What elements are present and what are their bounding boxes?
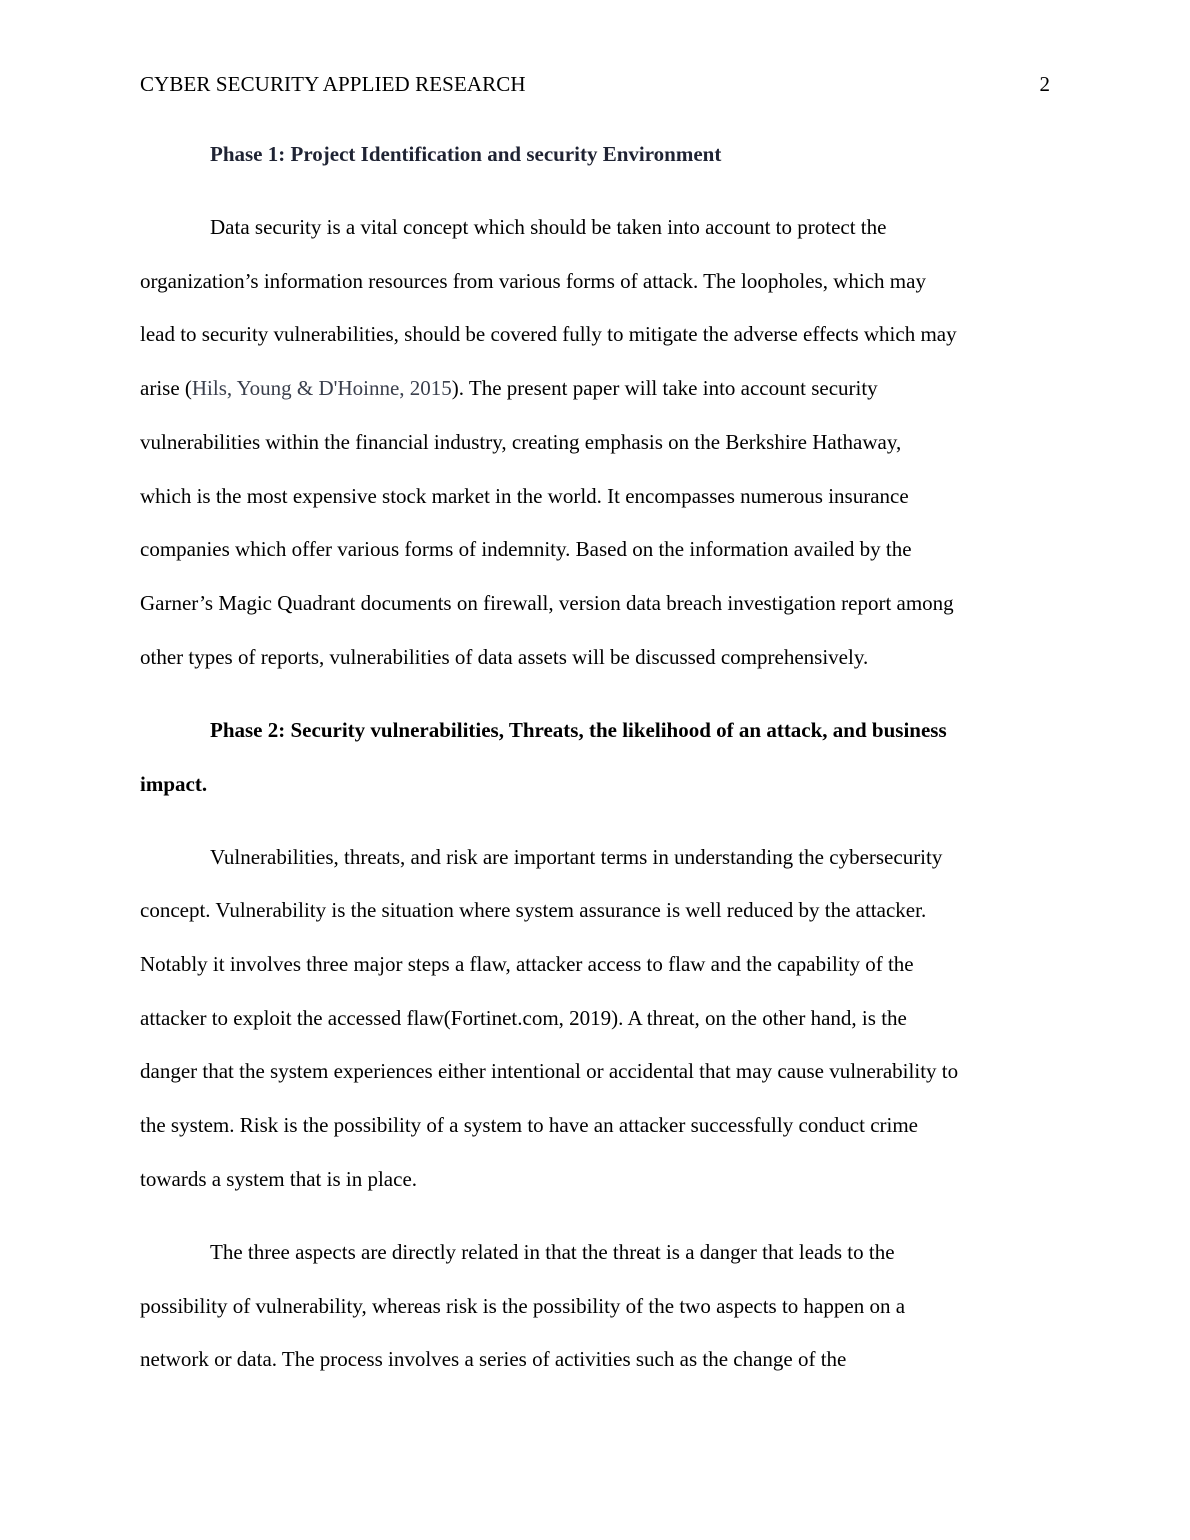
paragraph-line: lead to security vulnerabilities, should be covered fully to mitigate the adverse effects which may (140, 322, 957, 346)
paragraph-line: the system. Risk is the possibility of a system to have an attacker successfully conduct crime (140, 1113, 918, 1137)
paragraph-line: Garner’s Magic Quadrant documents on firewall, version data breach investigation report among (140, 591, 954, 615)
paragraph-line: other types of reports, vulnerabilities of data assets will be discussed comprehensively. (140, 645, 869, 669)
citation-hils-young-dhoinne: Hils, Young & D'Hoinne, 2015 (191, 376, 452, 400)
paragraph-line: Notably it involves three major steps a flaw, attacker access to flaw and the capability of the (140, 952, 914, 976)
paragraph-line: organization’s information resources from various forms of attack. The loopholes, which may (140, 269, 926, 293)
paragraph-text: ). The present paper will take into account security (451, 376, 878, 400)
phase2-heading: Phase 2: Security vulnerabilities, Threats, the likelihood of an attack, and business (210, 718, 947, 742)
paragraph-line: possibility of vulnerability, whereas risk is the possibility of the two aspects to happen on a (140, 1294, 906, 1318)
paragraph-line: towards a system that is in place. (140, 1167, 418, 1191)
page-number: 2 (1039, 72, 1050, 96)
phase2-heading-continued: impact. (140, 772, 208, 796)
phase1-heading: Phase 1: Project Identification and security Environment (210, 142, 722, 166)
running-head: CYBER SECURITY APPLIED RESEARCH (140, 72, 526, 96)
paragraph-line: network or data. The process involves a series of activities such as the change of the (140, 1347, 847, 1371)
paragraph-line: The three aspects are directly related in that the threat is a danger that leads to the (210, 1240, 895, 1264)
paragraph-line: concept. Vulnerability is the situation where system assurance is well reduced by the attacker. (140, 898, 927, 922)
paragraph-line (140, 374, 878, 402)
paragraph-line: companies which offer various forms of indemnity. Based on the information availed by the (140, 537, 912, 561)
paragraph-text: arise ( (140, 376, 192, 400)
paragraph-line: attacker to exploit the accessed flaw(Fortinet.com, 2019). A threat, on the other hand, is the (140, 1006, 907, 1030)
paragraph-line: Data security is a vital concept which should be taken into account to protect the (210, 215, 887, 239)
paragraph-line: vulnerabilities within the financial industry, creating emphasis on the Berkshire Hathaway, (140, 430, 902, 454)
paragraph-line: which is the most expensive stock market in the world. It encompasses numerous insurance (140, 484, 909, 508)
paragraph-line: danger that the system experiences either intentional or accidental that may cause vulnerability to (140, 1059, 959, 1083)
paragraph-line: Vulnerabilities, threats, and risk are important terms in understanding the cybersecurity (210, 845, 943, 869)
